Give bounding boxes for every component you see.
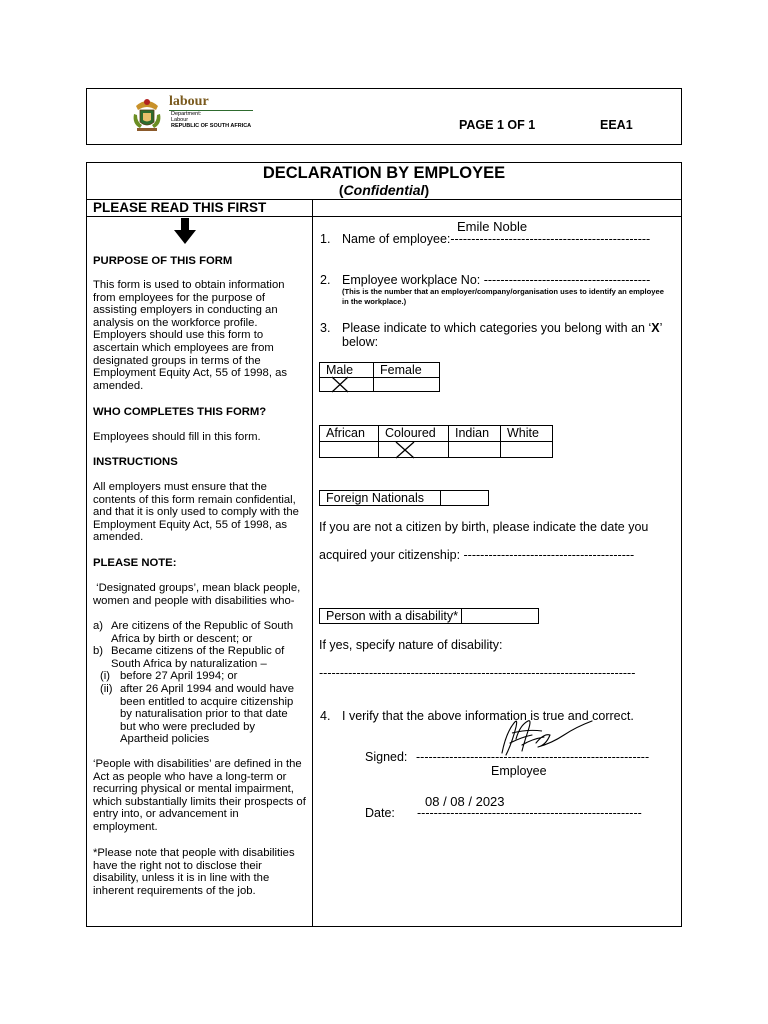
q3-number: 3. [320,321,331,335]
disability-definition: ‘People with disabilities’ are defined in the Act as people who have a long-term or recurring physical or mental impairment, which substantially limits their prospects of entry into, or advancement in employment. [93,758,306,833]
date-value[interactable]: 08 / 08 / 2023 [425,794,505,809]
left-heading-divider [86,216,682,217]
citizen-question-line2[interactable]: acquired your citizenship: ----------------------------------------- [319,548,635,562]
instructions-heading: INSTRUCTIONS [93,456,178,468]
q3-label-below: below: [342,335,379,349]
form-code: EEA1 [600,118,633,132]
q3-label-b: ’ [659,321,663,335]
signed-label: Signed: [365,750,408,764]
q2-label: Employee workplace No: ---------------------------------------- [342,273,651,287]
note-ii-key: (ii) [100,683,113,695]
who-text: Employees should fill in this form. [93,431,261,443]
q4-number: 4. [320,709,331,723]
disability-label: Person with a disability* [319,608,462,624]
column-divider [312,199,313,927]
down-arrow-icon [174,218,196,244]
date-line: ------------------------------------------------------ [417,806,642,820]
foreign-nationals-label: Foreign Nationals [319,490,441,506]
note-heading: PLEASE NOTE: [93,557,177,569]
instructions-text: All employers must ensure that the contents of this form remain confidential, and that it is only used to comply with the Employment Equity Act, 55 of 1998, as amended. [93,481,299,544]
disability-question: If yes, specify nature of disability: [319,638,503,652]
q3-x: X [651,321,660,335]
logo-word: labour [169,94,209,109]
purpose-text: This form is used to obtain information from employees for the purpose of assisting employers in conducting an analysis on the workforce profile. Employers should use this form to ascertain which employees are from designated groups in terms of the Employment Equity Act, 55 of 1998, as amended. [93,279,288,392]
note-i-text: before 27 April 1994; or [120,670,238,682]
gender-male-header: Male [319,362,374,378]
note-b-text: Became citizens of the Republic of South Africa by naturalization – [111,645,285,670]
note-item-ii [100,683,313,746]
race-coloured-header: Coloured [378,425,449,442]
citizen-question-line1: If you are not a citizen by birth, please indicate the date you [319,520,649,534]
who-heading: WHO COMPLETES THIS FORM? [93,406,267,418]
disability-answer-line[interactable]: ---------------------------------------------------------------------------- [319,666,636,680]
note-b-key: b) [93,645,104,657]
note-a-text: Are citizens of the Republic of South Africa by birth or descent; or [111,620,294,645]
gender-female-checkbox[interactable] [373,377,440,392]
q2-note: (This is the number that an employer/company/organisation uses to identify an employee in the workplace.) [342,287,664,306]
date-label: Date: [365,806,395,820]
note-i-key: (i) [100,670,111,682]
race-white-header: White [500,425,553,442]
form-subtitle [86,182,682,198]
signed-line[interactable]: -------------------------------------------------------- [416,750,650,764]
employee-label: Employee [491,764,547,778]
gender-male-checkbox[interactable] [319,377,374,392]
page-label: PAGE 1 OF 1 [459,118,536,132]
q4-label: I verify that the above information is true and correct. [342,709,634,723]
q3-label [342,321,662,335]
x-mark-icon [394,441,416,459]
race-african-checkbox[interactable] [319,441,379,458]
q1-number: 1. [320,232,331,246]
header-box [86,88,682,145]
subtitle-paren-close: ) [424,182,430,198]
note-ii-text: after 26 April 1994 and would have been entitled to acquire citizenship by naturalisation prior to that date but who were precluded by Apartheid policies [120,683,294,746]
subtitle-paren-open: ( [338,182,344,198]
purpose-heading: PURPOSE OF THIS FORM [93,255,233,267]
logo-line-2: Labour [171,117,189,123]
race-coloured-checkbox[interactable] [378,441,449,458]
race-african-header: African [319,425,379,442]
note-item-i [100,670,313,683]
logo-line-1: Department: [171,111,202,117]
coat-of-arms-icon [132,96,162,134]
foreign-nationals-checkbox[interactable] [440,490,489,506]
race-indian-checkbox[interactable] [448,441,501,458]
disability-checkbox[interactable] [461,608,539,624]
note-item-a [93,620,306,645]
note-intro: ‘Designated groups’, mean black people, women and people with disabilities who- [93,582,304,607]
q2-number: 2. [320,273,331,287]
disability-note: *Please note that people with disabilities have the right not to disclose their disability, unless it is in line with the inherent requirements of the job. [93,847,295,897]
x-mark-icon [330,376,350,393]
gender-female-header: Female [373,362,440,378]
subtitle-confidential: Confidential [343,182,425,198]
note-item-b [93,645,306,670]
q1-value[interactable]: Emile Noble [457,219,528,234]
q3-label-a: Please indicate to which categories you belong with an ‘ [342,321,652,335]
note-a-key: a) [93,620,104,632]
race-white-checkbox[interactable] [500,441,553,458]
left-heading: PLEASE READ THIS FIRST [93,200,267,215]
q1-label: Name of employee:------------------------------------------------ [342,232,651,246]
logo-line-3: REPUBLIC OF SOUTH AFRICA [171,123,252,129]
form-title: DECLARATION BY EMPLOYEE [262,164,506,182]
race-indian-header: Indian [448,425,501,442]
